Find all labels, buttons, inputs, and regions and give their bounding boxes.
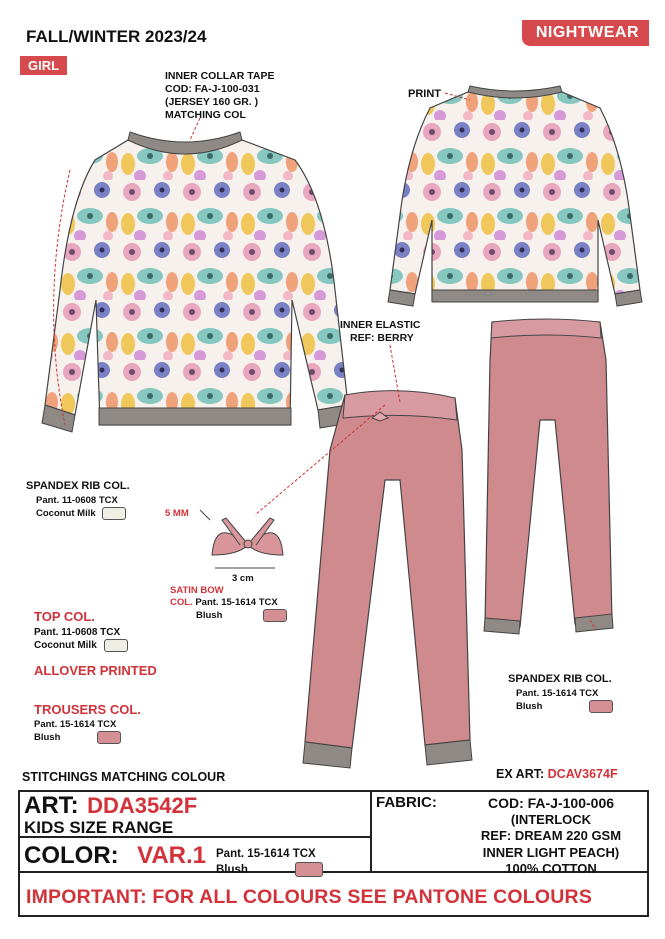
fabric-line: INNER LIGHT PEACH): [482, 844, 620, 860]
color-swatch: [295, 862, 323, 877]
top-col-title: TOP COL.: [34, 609, 95, 624]
collar-tape-line: (JERSEY 160 GR. ): [165, 96, 259, 108]
stitchings-note: STITCHINGS MATCHING COLOUR: [22, 770, 226, 784]
spandex-trousers-pantone: Pant. 15-1614 TCX: [516, 688, 599, 699]
satin-bow-sketch: [200, 510, 283, 568]
color-block: [24, 842, 206, 870]
bow-width-label: 3 cm: [232, 573, 254, 584]
top-front-sketch: [42, 132, 350, 432]
gender-tag: GIRL: [20, 56, 67, 75]
color-pantone: Pant. 15-1614 TCX: [216, 848, 316, 860]
spandex-top-block: [26, 480, 130, 520]
color-swatch: [263, 609, 287, 622]
print-label: PRINT: [408, 88, 441, 100]
top-col-color: [34, 639, 128, 652]
color-swatch: [97, 731, 121, 744]
inner-elastic-line: INNER ELASTIC: [340, 319, 421, 331]
color-name-row: [216, 862, 323, 878]
top-col-pantone: Pant. 11-0608 TCX: [34, 627, 121, 638]
allover-printed: ALLOVER PRINTED: [34, 663, 157, 678]
trousers-col-block: [34, 702, 141, 744]
fabric-details: [456, 795, 646, 878]
trousers-col-color-name: Blush: [34, 732, 61, 744]
art-block: [24, 792, 197, 820]
trousers-col-color: [34, 731, 141, 744]
spandex-top-title: SPANDEX RIB COL.: [26, 480, 130, 492]
bow-size-label: 5 MM: [165, 508, 189, 519]
satin-bow-color: [196, 609, 287, 622]
size-range: KIDS SIZE RANGE: [24, 818, 174, 837]
spandex-top-color: [36, 507, 130, 520]
color-swatch: [589, 700, 613, 713]
spandex-top-color-name: Coconut Milk: [36, 508, 96, 520]
satin-bow-title: SATIN BOW: [170, 585, 224, 596]
category-tag: NIGHTWEAR: [522, 20, 649, 46]
fabric-line: REF: DREAM 220 GSM: [480, 828, 622, 843]
ex-art-value: DCAV3674F: [547, 767, 618, 781]
spandex-trousers-color: [516, 700, 613, 713]
satin-bow-pantone-row: [170, 597, 287, 609]
trousers-back-sketch: [484, 319, 613, 634]
ex-art: [496, 767, 618, 781]
fabric-line: COD: FA-J-100-006: [487, 795, 615, 811]
important-note: IMPORTANT: FOR ALL COLOURS SEE PANTONE COLOURS: [26, 886, 593, 908]
spandex-trousers-title: SPANDEX RIB COL.: [508, 673, 612, 685]
ex-art-label: EX ART:: [496, 767, 545, 781]
collar-tape-note: [165, 70, 274, 122]
inner-elastic-line: REF: BERRY: [350, 332, 414, 344]
collar-tape-line: MATCHING COL: [165, 109, 246, 121]
satin-bow-block: [170, 585, 287, 622]
color-swatch: [102, 507, 126, 520]
season-title: FALL/WINTER 2023/24: [26, 27, 207, 46]
color-name: Blush: [216, 864, 248, 876]
art-value: DDA3542F: [87, 793, 198, 818]
color-variant: VAR.1: [137, 842, 207, 869]
color-swatch: [104, 639, 128, 652]
spandex-top-pantone: Pant. 11-0608 TCX: [36, 495, 118, 506]
art-label: ART:: [24, 792, 79, 819]
inner-elastic-note: [340, 319, 421, 345]
spandex-trousers-color-name: Blush: [516, 701, 543, 713]
trousers-front-sketch: [303, 391, 472, 768]
trousers-col-pantone: Pant. 15-1614 TCX: [34, 719, 117, 730]
satin-bow-color-name: Blush: [196, 610, 223, 622]
fabric-line: (INTERLOCK: [510, 811, 592, 827]
fabric-label: FABRIC:: [376, 794, 437, 811]
divider: [370, 792, 372, 871]
satin-bow-title: COL.: [170, 597, 193, 608]
spandex-trousers-block: [508, 673, 613, 713]
top-col-block: [34, 609, 128, 652]
fabric-line: 100% COTTON: [505, 861, 597, 876]
top-back-sketch: [388, 86, 642, 306]
satin-bow-pantone: Pant. 15-1614 TCX: [195, 597, 278, 608]
info-box: [18, 790, 649, 917]
color-label: COLOR:: [24, 842, 119, 869]
top-col-color-name: Coconut Milk: [34, 640, 97, 652]
collar-tape-line: INNER COLLAR TAPE: [165, 70, 275, 82]
collar-tape-line: COD: FA-J-100-031: [165, 83, 260, 95]
trousers-col-title: TROUSERS COL.: [34, 702, 141, 717]
color-pantone-block: [216, 846, 323, 878]
